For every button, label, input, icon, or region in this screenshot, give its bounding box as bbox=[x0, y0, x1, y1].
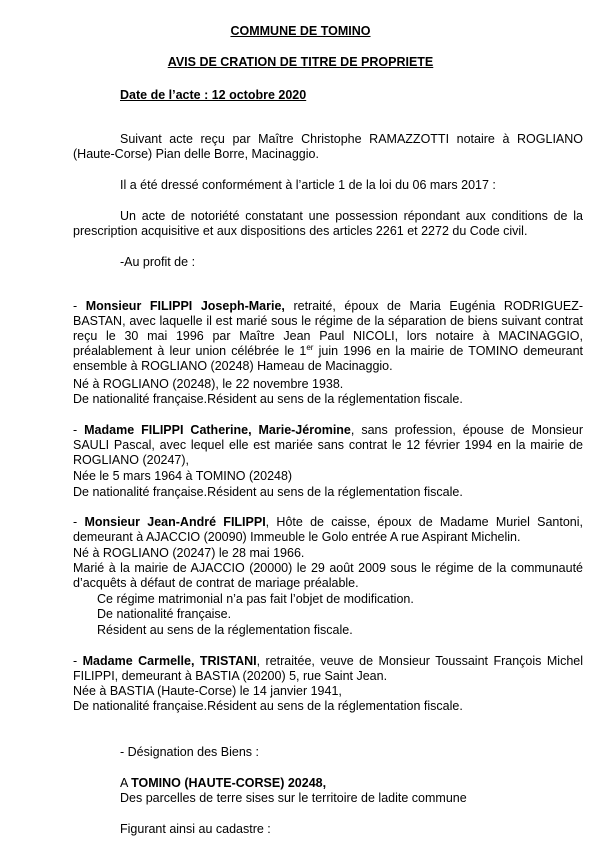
person-2-text: , sans profession, épouse de Monsieur SAULI Pascal, avec lequel elle est mariée sans contrat le 12 février 1994 en la mairie de ROGLIANO (20247), bbox=[73, 423, 583, 467]
person-3-text: , Hôte de caisse, époux de Madame Muriel Santoni, demeurant à AJACCIO (20090) Immeuble le Golo entrée A rue Aspirant Michelin. bbox=[73, 515, 583, 544]
person-1-paragraph bbox=[73, 299, 583, 374]
designation-biens-heading: - Désignation des Biens : bbox=[120, 745, 259, 759]
person-4-born: Née à BASTIA (Haute-Corse) le 14 janvier 1941, bbox=[73, 684, 342, 698]
person-1-prefix: - bbox=[73, 299, 86, 313]
biens-location-name: TOMINO (HAUTE-CORSE) 20248, bbox=[131, 776, 327, 790]
person-2-born: Née le 5 mars 1964 à TOMINO (20248) bbox=[73, 469, 293, 483]
intro-paragraph-notoriete: Un acte de notoriété constatant une possession répondant aux conditions de la prescription acquisitive et aux dispositions des articles 2261 et 2272 du Code civil. bbox=[73, 209, 583, 238]
au-profit-de: -Au profit de : bbox=[120, 255, 196, 269]
date-acte: Date de l’acte : 12 octobre 2020 bbox=[120, 88, 307, 102]
person-2-prefix: - bbox=[73, 423, 85, 437]
person-3-born: Né à ROGLIANO (20247) le 28 mai 1966. bbox=[73, 546, 305, 560]
person-3-resident: Résident au sens de la réglementation fiscale. bbox=[97, 623, 353, 637]
person-4-prefix: - bbox=[73, 654, 83, 668]
person-2-name: Madame FILIPPI Catherine, Marie-Jéromine bbox=[84, 423, 351, 437]
person-1-born: Né à ROGLIANO (20248), le 22 novembre 1938. bbox=[73, 377, 344, 391]
person-4-name: Madame Carmelle, TRISTANI bbox=[82, 654, 257, 668]
person-3-regime: Ce régime matrimonial n’a pas fait l’objet de modification. bbox=[97, 592, 414, 606]
commune-title: COMMUNE DE TOMINO bbox=[230, 24, 371, 38]
intro-paragraph-notary: Suivant acte reçu par Maître Christophe RAMAZZOTTI notaire à ROGLIANO (Haute-Corse) Pian delle Borre, Macinaggio. bbox=[73, 132, 583, 161]
intro-paragraph-law: Il a été dressé conformément à l’article 1 de la loi du 06 mars 2017 : bbox=[120, 178, 496, 192]
person-1-text-b: juin 1996 en la mairie de TOMINO demeurant ensemble à ROGLIANO (20248) Hameau de Macinaggio. bbox=[73, 344, 584, 373]
cadastre-label: Figurant ainsi au cadastre : bbox=[120, 822, 271, 836]
person-3-name: Monsieur Jean-André FILIPPI bbox=[84, 515, 266, 529]
person-3-nationality: De nationalité française. bbox=[97, 607, 232, 621]
person-1-text-a: retraité, époux de Maria Eugénia RODRIGUEZ-BASTAN, avec laquelle il est marié sous le régime de la séparation de biens suivant contrat reçu le 30 mai 1996 par Maître Jean Paul NICOLI, lors notaire à MACINAGGIO, préalablement à leur union célébrée le 1 bbox=[73, 299, 583, 358]
biens-description: Des parcelles de terre sises sur le territoire de ladite commune bbox=[120, 791, 467, 805]
person-1-name: Monsieur FILIPPI Joseph-Marie, bbox=[85, 299, 285, 313]
person-3-paragraph bbox=[73, 515, 583, 545]
person-4-text: , retraitée, veuve de Monsieur Toussaint François Michel FILIPPI, demeurant à BASTIA (20200) 5, rue Saint Jean. bbox=[73, 654, 583, 683]
person-3-married: Marié à la mairie de AJACCIO (20000) le 29 août 2009 sous le régime de la communauté d’acquêts à défaut de contrat de mariage préalable. bbox=[73, 561, 583, 590]
person-2-nationality: De nationalité française.Résident au sens de la réglementation fiscale. bbox=[73, 485, 463, 499]
avis-title: AVIS DE CRATION DE TITRE DE PROPRIETE bbox=[167, 55, 434, 69]
person-1-nationality: De nationalité française.Résident au sens de la réglementation fiscale. bbox=[73, 392, 463, 406]
person-4-nationality: De nationalité française.Résident au sens de la réglementation fiscale. bbox=[73, 699, 463, 713]
person-1-sup: er bbox=[306, 342, 314, 352]
person-4-paragraph bbox=[73, 654, 583, 684]
person-2-paragraph bbox=[73, 423, 583, 468]
biens-location bbox=[120, 776, 326, 791]
person-3-prefix: - bbox=[73, 515, 85, 529]
biens-location-prefix: A bbox=[120, 776, 132, 790]
